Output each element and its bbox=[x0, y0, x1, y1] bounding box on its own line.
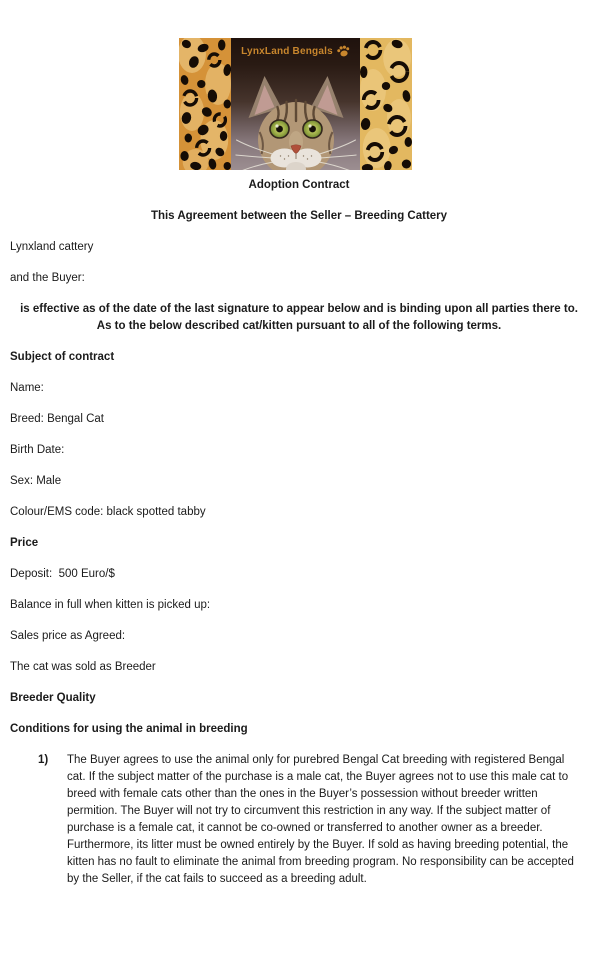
conditions-list-item-1 bbox=[10, 752, 588, 888]
list-item-text: The Buyer agrees to use the animal only for purebred Bengal Cat breeding with registered Bengal cat. If the subject matter of the purchase is a male cat, the Buyer agrees not to use this male cat to breed with female cats other than the ones in the Buyer’s possession without breeder written permition. The Buyer will not try to circumvent this restriction in any way. If the subject matter of purchase is a female cat, it cannot be co-owned or transferred to another owner as a breeder. Furthermore, its litter must be owned entirely by the Buyer. If sold as having breeding potential, the kitten has no fault to eliminate the animal from breeding program. No responsibility can be accepted by the Seller, if the cat fails to succeed as a breeding adult. bbox=[67, 754, 578, 885]
brand-text: LynxLand Bengals bbox=[241, 45, 333, 57]
line-deposit: Deposit: 500 Euro/$ bbox=[10, 568, 115, 580]
leopard-print-left bbox=[179, 38, 231, 170]
field-name: Name: bbox=[10, 382, 44, 394]
brand-row bbox=[231, 45, 360, 57]
line-balance: Balance in full when kitten is picked up: bbox=[10, 599, 211, 611]
section-heading-conditions: Conditions for using the animal in breeding bbox=[10, 723, 248, 735]
document-title: Adoption Contract bbox=[248, 179, 350, 191]
leopard-print-right bbox=[360, 38, 412, 170]
line-sales-price: Sales price as Agreed: bbox=[10, 630, 126, 642]
document-subtitle: This Agreement between the Seller – Breeding Cattery bbox=[150, 210, 448, 222]
field-sex: Sex: Male bbox=[10, 475, 62, 487]
section-heading-subject: Subject of contract bbox=[10, 351, 115, 363]
section-heading-breeder-quality: Breeder Quality bbox=[10, 692, 96, 704]
paw-icon bbox=[337, 45, 350, 57]
leopard-pattern-svg bbox=[360, 38, 412, 170]
field-colour: Colour/EMS code: black spotted tabby bbox=[10, 506, 206, 518]
contract-body bbox=[0, 177, 600, 888]
buyer-line: and the Buyer: bbox=[10, 272, 85, 284]
cat-photo-panel bbox=[231, 38, 360, 170]
effective-clause: is effective as of the date of the last signature to appear below and is binding upon all parties there to. As to the below described cat/kitten pursuant to all of the following terms. bbox=[20, 303, 581, 332]
section-heading-price: Price bbox=[10, 537, 39, 549]
header-image bbox=[179, 38, 412, 170]
list-item-number: 1) bbox=[38, 754, 49, 766]
field-breed: Breed: Bengal Cat bbox=[10, 413, 104, 425]
field-birth-date: Birth Date: bbox=[10, 444, 65, 456]
bengal-cat-illustration bbox=[235, 70, 356, 170]
line-sold-as: The cat was sold as Breeder bbox=[10, 661, 156, 673]
seller-name-line: Lynxland cattery bbox=[10, 241, 94, 253]
leopard-pattern-svg bbox=[179, 38, 231, 170]
